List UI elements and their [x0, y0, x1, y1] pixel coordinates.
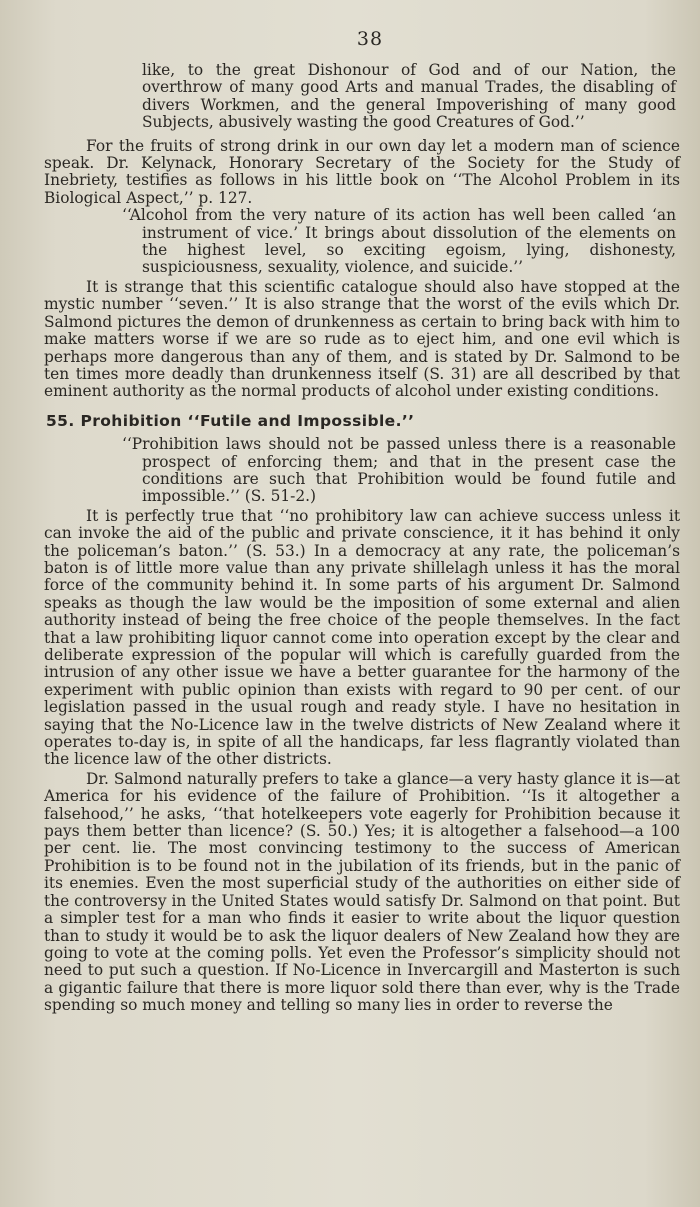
- paragraph-salmond-america: Dr. Salmond naturally prefers to take a glance—a very hasty glance it is—at America for his evidence of the failure of Prohibition. ‘‘Is it altogether a falsehood,’’ he asks, ‘‘that hotelkeepers vote eagerly for Prohibition because it pays them better than licence? (S. 50.) Yes; it is altogether a falsehood—a 100 per cent. lie. The most convincing testimony to the success of American Prohibition is to be found not in the jubilation of its friends, but in the panic of its enemies. Even the most superficial study of the authorities on either side of the controversy in the United States would satisfy Dr. Salmond on that point. But a simpler test for a man who finds it easier to write about the liquor question than to study it would be to ask the liquor dealers of New Zealand how they are going to vote at the coming polls. Yet even the Professor’s simplicity should not need to put such a question. If No-Licence in Invercargill and Masterton is such a gigantic failure that there is more liquor sold there than ever, why is the Trade spending so much money and telling so many lies in order to reverse the: [44, 769, 680, 1015]
- quote-prohibition: ‘‘Prohibition laws should not be passed unless there is a reasonable prospect of enforcing them; and that in the present case the conditions are such that Prohibition would be found futile and impossible.’’ (S. 51-2.): [122, 435, 676, 506]
- section-heading: 55. Prohibition ‘‘Futile and Impossible.’’: [46, 411, 415, 430]
- paragraph-perfectly-true: It is perfectly true that ‘‘no prohibitory law can achieve success unless it can invoke the aid of the public and private conscience, it it has behind it only the policeman’s baton.’’ (S. 53.) In a democracy at any rate, the policeman’s baton is of little more value than any private shillelagh unless it has the moral force of the community behind it. In some parts of his argument Dr. Salmond speaks as though the law would be the imposition of some external and alien authority instead of being the free choice of the people themselves. In the fact that a law prohibiting liquor cannot come into operation except by the clear and deliberate expression of the popular will which is carefully guarded from the intrusion of any other issue we have a better guarantee for the harmony of the experiment with public opinion than exists with regard to 90 per cent. of our legislation passed in the usual rough and ready style. I have no hesitation in saying that the No-Licence law in the twelve districts of New Zealand where it operates to-day is, in spite of all the handicaps, far less flagrantly violated than the licence law of the other districts.: [44, 506, 680, 769]
- quote-alcohol: ‘‘Alcohol from the very nature of its action has well been called ‘an instrument of vice.’ It brings about dissolution of the elements on the highest level, so exciting egoism, lying, dishonesty, suspiciousness, sexuality, violence, and suicide.’’: [122, 206, 676, 277]
- paragraph-strange-catalogue: It is strange that this scientific catalogue should also have stopped at the mystic number ‘‘seven.’’ It is also strange that the worst of the evils which Dr. Salmond pictures the demon of drunkenness as certain to bring back with him to make matters worse if we are so rude as to eject him, and one evil which is perhaps more dangerous than any of them, and is stated by Dr. Salmond to be ten times more deadly than drunkenness itself (S. 31) are all described by that eminent authority as the normal products of alcohol under existing conditions.: [44, 277, 680, 401]
- page-number: 38: [356, 28, 384, 50]
- paragraph-kelynack: For the fruits of strong drink in our own day let a modern man of science speak. Dr. Kelynack, Honorary Secretary of the Society for the Study of Inebriety, testifies as follows in his little book on ‘‘The Alcohol Problem in its Biological Aspect,’’ p. 127.: [44, 136, 680, 207]
- body-text: [44, 62, 680, 1015]
- quote-continuation: like, to the great Dishonour of God and of our Nation, the overthrow of many good Arts and manual Trades, the disabling of divers Workmen, and the general Impoverishing of many good Subjects, abusively wasting the good Creatures of God.’’: [142, 61, 676, 132]
